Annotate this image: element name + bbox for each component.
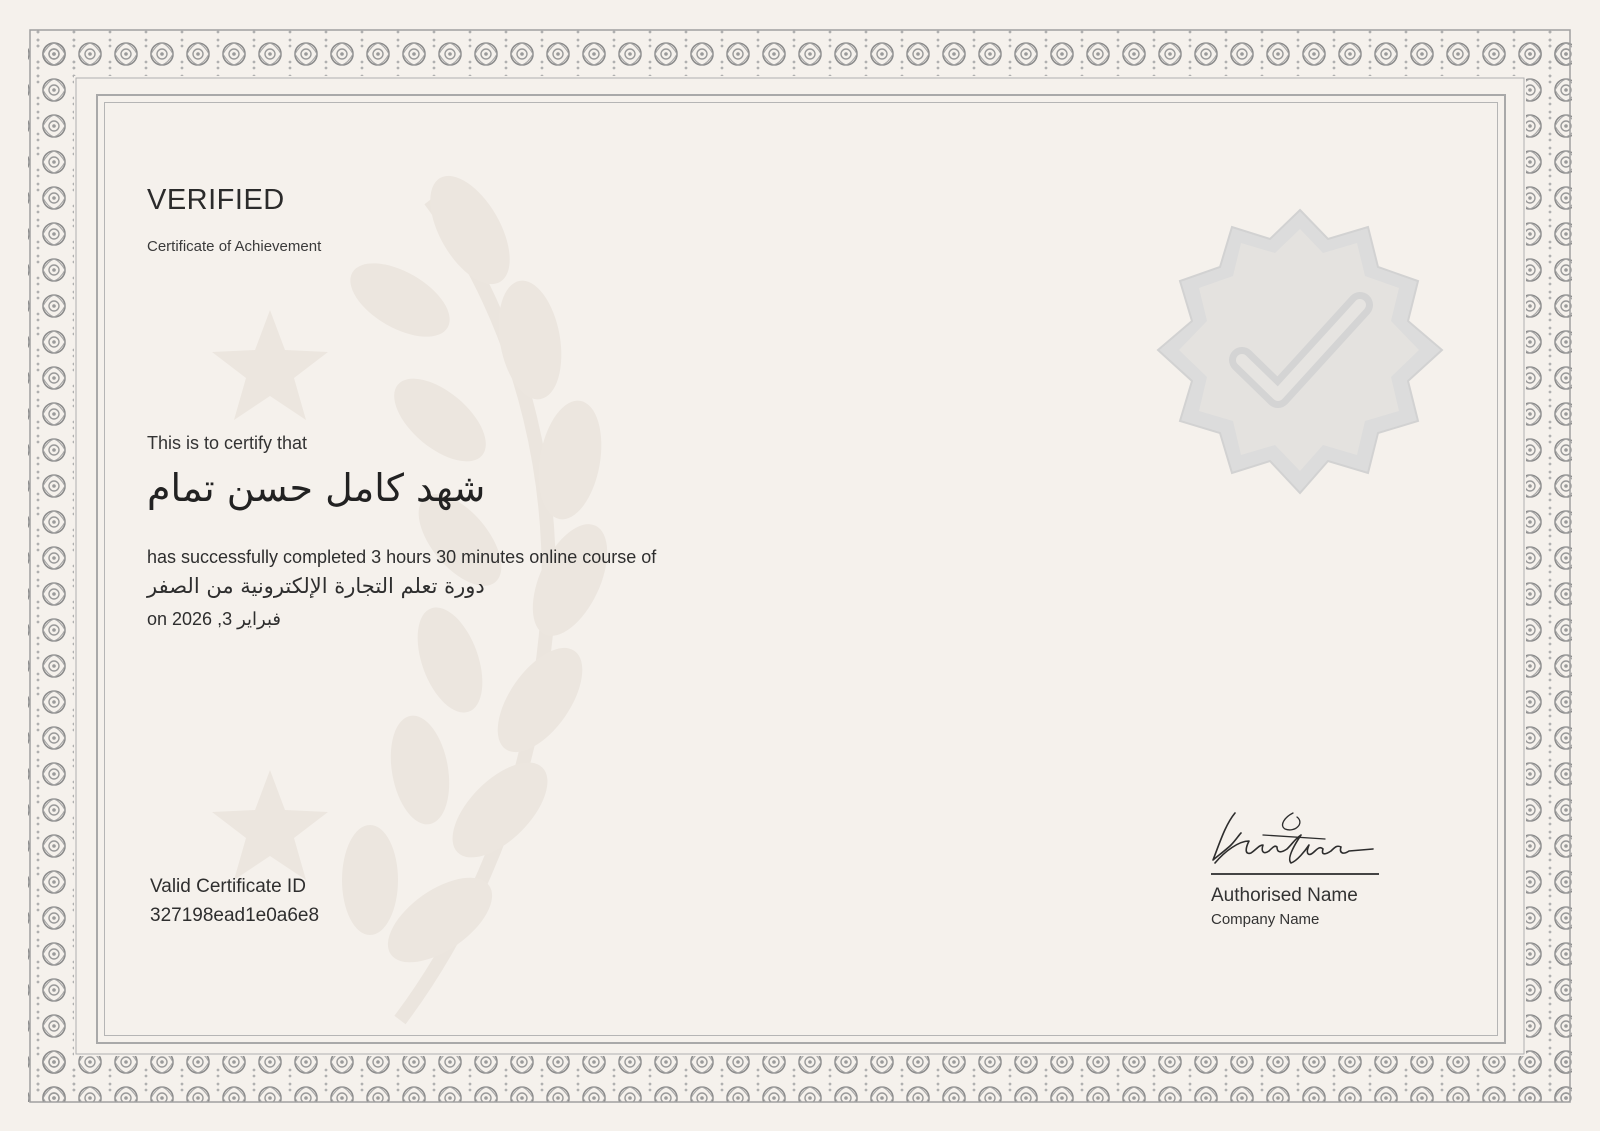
certificate-id-value: 327198ead1e0a6e8 xyxy=(150,905,320,926)
certificate-subtitle: Certificate of Achievement xyxy=(147,238,322,255)
signature-line xyxy=(1211,873,1379,875)
signature-image xyxy=(1205,805,1385,875)
certificate-heading: VERIFIED xyxy=(147,184,285,216)
completion-date: on 2026 ,3 فبراير xyxy=(147,609,282,629)
company-name: Company Name xyxy=(1211,911,1320,928)
authorised-name: Authorised Name xyxy=(1211,885,1358,906)
course-name: دورة تعلم التجارة الإلكترونية من الصفر xyxy=(147,574,485,598)
recipient-name: شهد كامل حسن تمام xyxy=(147,466,486,510)
certificate-id-label: Valid Certificate ID xyxy=(150,876,306,897)
certify-text: This is to certify that xyxy=(147,433,308,453)
completion-text: has successfully completed 3 hours 30 minutes online course of xyxy=(147,547,657,567)
verified-badge-icon xyxy=(1150,205,1450,505)
